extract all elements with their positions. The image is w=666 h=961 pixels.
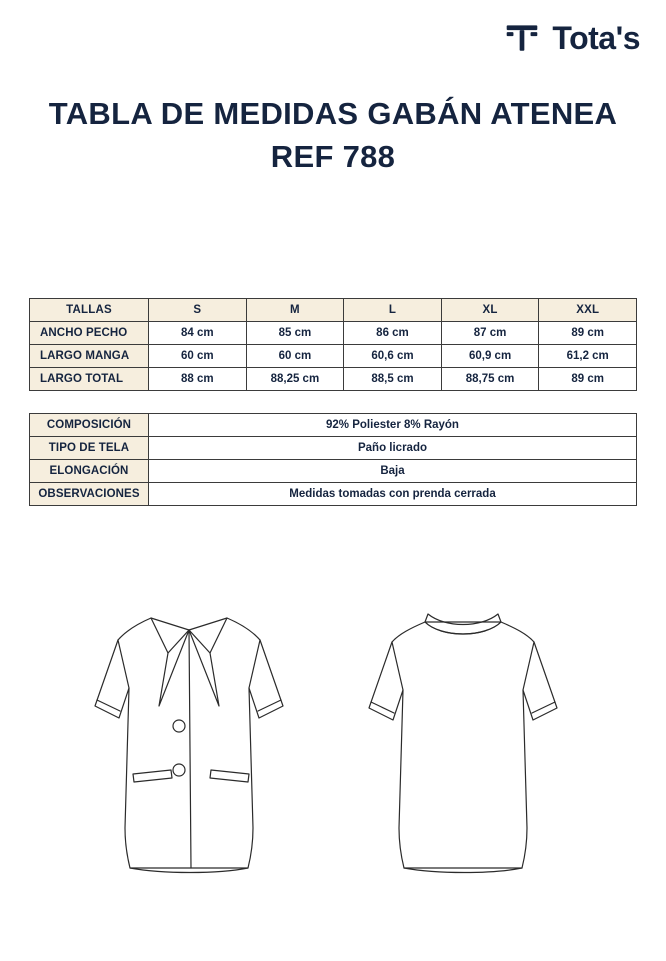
cell-ancho-pecho-m: 85 cm (246, 322, 344, 345)
row-label-ancho-pecho: ANCHO PECHO (30, 322, 149, 345)
title-line-1: TABLA DE MEDIDAS GABÁN ATENEA (48, 96, 618, 131)
fabric-info-table (29, 413, 637, 506)
table-row (30, 345, 637, 368)
measurements-table (29, 298, 637, 391)
cell-largo-total-xl: 88,75 cm (441, 368, 539, 391)
row-label-tipo-de-tela: TIPO DE TELA (30, 437, 149, 460)
table-row (30, 322, 637, 345)
cell-ancho-pecho-xl: 87 cm (441, 322, 539, 345)
table-row (30, 460, 637, 483)
row-label-largo-total: LARGO TOTAL (30, 368, 149, 391)
cell-largo-manga-l: 60,6 cm (344, 345, 442, 368)
table-row (30, 368, 637, 391)
page-title (0, 96, 666, 175)
column-header-m: M (246, 299, 344, 322)
cell-elongacion-value: Baja (149, 460, 637, 483)
row-label-composicion: COMPOSICIÓN (30, 414, 149, 437)
table-row (30, 437, 637, 460)
cell-largo-manga-s: 60 cm (149, 345, 247, 368)
coat-technical-drawing (73, 578, 593, 908)
coat-front-view (95, 618, 283, 873)
column-header-xxl: XXL (539, 299, 637, 322)
garment-illustration (0, 578, 666, 918)
brand-name: Tota's (552, 20, 640, 56)
cell-ancho-pecho-l: 86 cm (344, 322, 442, 345)
table-row (30, 483, 637, 506)
cell-tipo-de-tela-value: Paño licrado (149, 437, 637, 460)
cell-largo-manga-xl: 60,9 cm (441, 345, 539, 368)
cell-largo-manga-m: 60 cm (246, 345, 344, 368)
column-header-tallas: TALLAS (30, 299, 149, 322)
cell-composicion-value: 92% Poliester 8% Rayón (149, 414, 637, 437)
cell-largo-total-m: 88,25 cm (246, 368, 344, 391)
cell-ancho-pecho-s: 84 cm (149, 322, 247, 345)
cell-largo-total-s: 88 cm (149, 368, 247, 391)
cell-largo-total-xxl: 89 cm (539, 368, 637, 391)
title-line-2: REF 788 (270, 138, 396, 174)
row-label-largo-manga: LARGO MANGA (30, 345, 149, 368)
cell-observaciones-value: Medidas tomadas con prenda cerrada (149, 483, 637, 506)
column-header-xl: XL (441, 299, 539, 322)
column-header-l: L (344, 299, 442, 322)
cell-ancho-pecho-xxl: 89 cm (539, 322, 637, 345)
column-header-s: S (149, 299, 247, 322)
cell-largo-total-l: 88,5 cm (344, 368, 442, 391)
tota-t-icon (504, 20, 540, 56)
coat-buttons (173, 720, 185, 776)
cell-largo-manga-xxl: 61,2 cm (539, 345, 637, 368)
coat-back-view (369, 614, 557, 873)
table-header-row (30, 299, 637, 322)
brand-logo (504, 20, 640, 56)
row-label-elongacion: ELONGACIÓN (30, 460, 149, 483)
table-row (30, 414, 637, 437)
row-label-observaciones: OBSERVACIONES (30, 483, 149, 506)
